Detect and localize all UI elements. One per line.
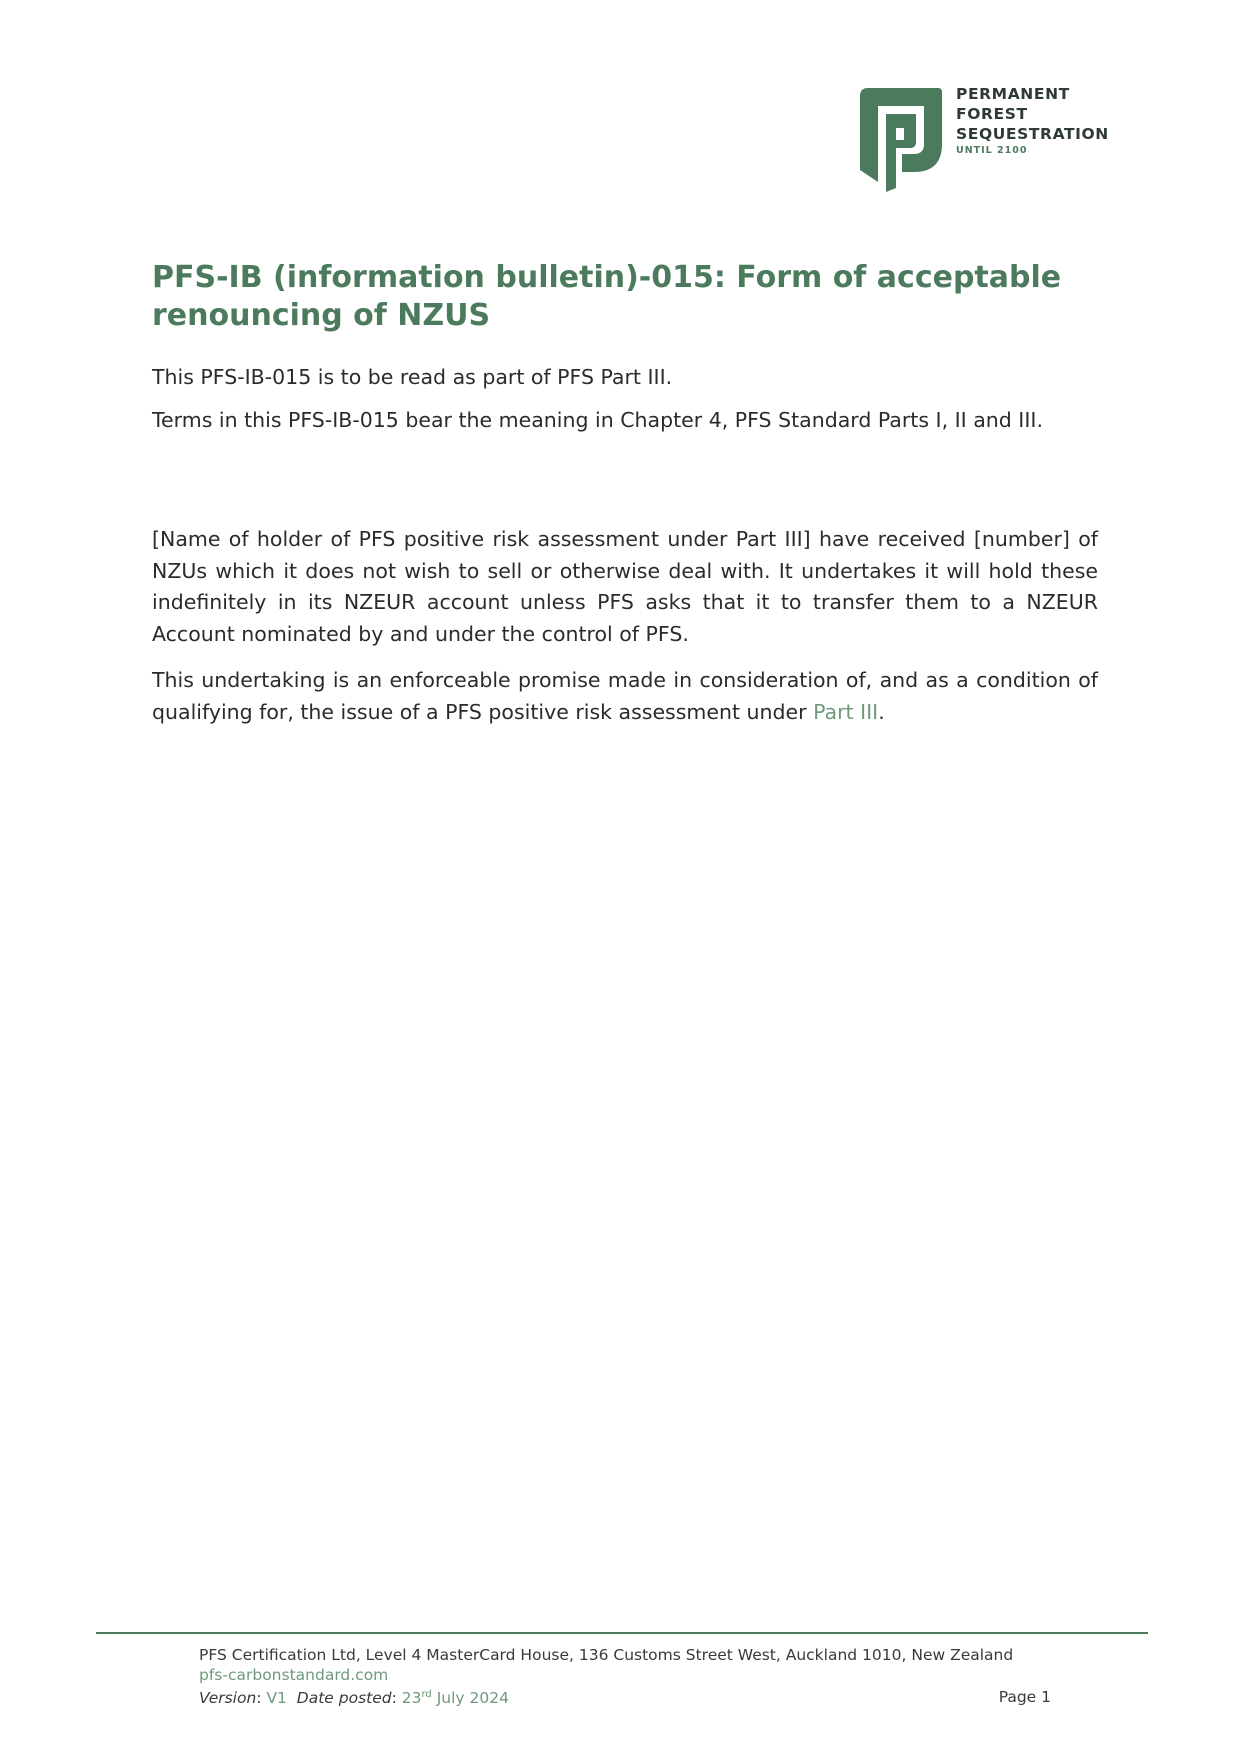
date-suffix: rd [421,1689,432,1700]
logo-line-2: FOREST [956,105,1028,123]
logo-line-4: UNTIL 2100 [956,145,1028,156]
enforceable-text: This undertaking is an enforceable promise made in consideration of, and as a condition of qualifying for, the issue of a PFS positive risk assessment under [152,668,1098,724]
logo-line-1: PERMANENT [956,85,1070,103]
logo-text [956,84,1109,158]
footer-website-link[interactable]: pfs-carbonstandard.com [199,1666,389,1684]
intro-paragraph-1: This PFS-IB-015 is to be read as part of PFS Part III. [152,365,673,389]
intro-paragraph-2: Terms in this PFS-IB-015 bear the meaning in Chapter 4, PFS Standard Parts I, II and III. [152,408,1043,432]
logo-line-3: SEQUESTRATION [956,125,1109,143]
page-number: Page 1 [998,1688,1051,1706]
version-value: V1 [266,1689,287,1708]
pfs-logo [852,84,1132,194]
pfs-logo-icon [852,84,944,194]
version-label: Version [199,1689,257,1708]
date-label: Date posted [296,1689,392,1708]
footer-meta-row: Version: V1 Date posted: 23rd July 2024 Page 1 [199,1688,1051,1708]
enforceable-end: . [878,699,885,724]
document-title: PFS-IB (information bulletin)-015: Form of acceptable renouncing of NZUS [152,260,1062,333]
part-iii-link[interactable]: Part III [813,699,879,724]
date-day: 23 [401,1689,422,1708]
footer-address: PFS Certification Ltd, Level 4 MasterCard House, 136 Customs Street West, Auckland 1010, New Zealand [199,1646,1014,1664]
date-rest: July 2024 [431,1689,509,1708]
page-footer [199,1645,1051,1707]
enforceable-paragraph [152,665,1098,728]
date-posted [402,1689,509,1707]
footer-divider [96,1632,1148,1634]
undertaking-paragraph: [Name of holder of PFS positive risk assessment under Part III] have received [number] of NZUs which it does not wish to sell or otherwise deal with. It undertakes it will hold these indefinitely in its NZEUR account unless PFS asks that it to transfer them to a NZEUR Account nominated by and under the control of PFS. [152,527,1098,646]
